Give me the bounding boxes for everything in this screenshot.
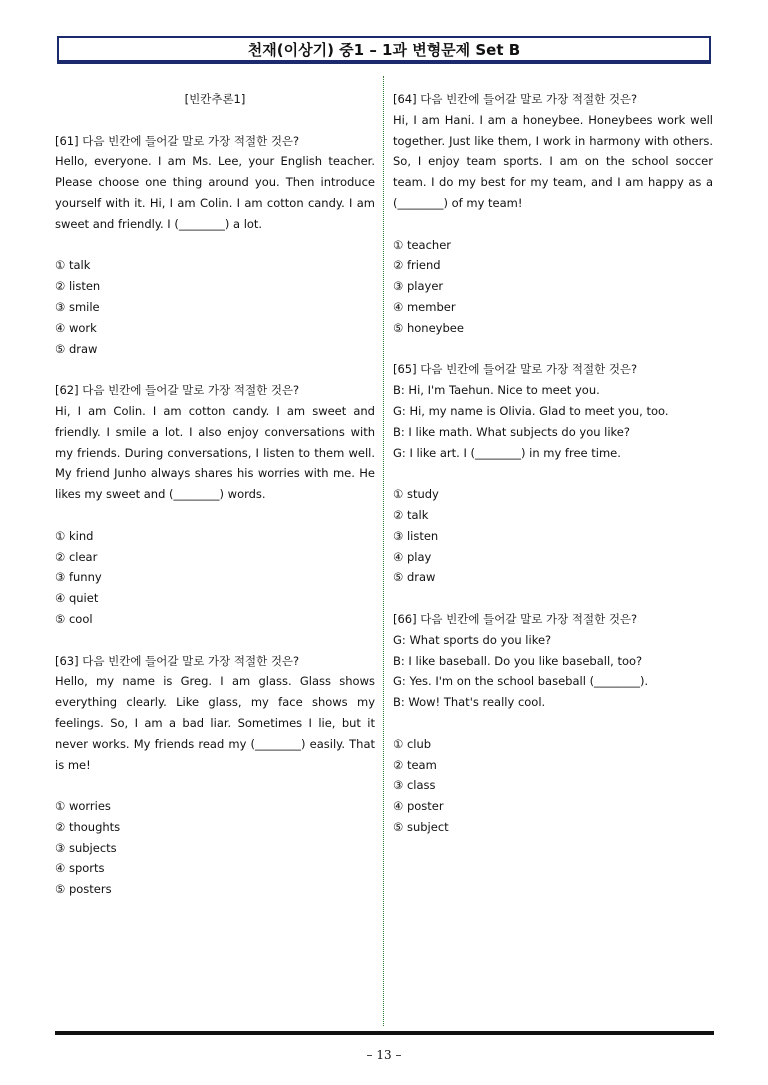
page-title: 천재(이상기) 중1 – 1과 변형문제 Set B — [247, 41, 521, 59]
answer-options — [393, 235, 713, 339]
option-1: ① kind — [55, 528, 94, 543]
dialogue-line: G: I like art. I (________) in my free time. — [393, 445, 621, 460]
option-4: ④ quiet — [55, 591, 99, 606]
option-3: ③ class — [393, 778, 436, 793]
option-2: ② thoughts — [55, 819, 121, 834]
question-header: [64] 다음 빈칸에 들어갈 말로 가장 적절한 것은? — [393, 92, 638, 106]
dialogue-line: G: Yes. I'm on the school baseball (________). — [393, 674, 649, 689]
question-63 — [55, 651, 375, 901]
question-passage: Hi, I am Hani. I am a honeybee. Honeybees work well together. Just like them, I work in harmony with others. So, I enjoy team sports. I am on the school soccer team. I do my best for my team, and I am happy as a (________) of my team! — [393, 112, 713, 210]
option-4: ④ poster — [393, 799, 444, 814]
question-passage: Hello, my name is Greg. I am glass. Glass shows everything clearly. Like glass, my face shows my feelings. So, I am a bad liar. Sometimes I lie, but it never works. My friends read my (________) easily. That is me! — [55, 674, 375, 772]
option-2: ② clear — [55, 549, 98, 564]
question-header: [65] 다음 빈칸에 들어갈 말로 가장 적절한 것은? — [393, 362, 638, 377]
question-62 — [55, 380, 375, 630]
option-2: ② team — [393, 757, 437, 772]
column-divider — [383, 76, 384, 1026]
option-4: ④ play — [393, 549, 432, 564]
question-65 — [393, 359, 713, 588]
answer-options — [393, 734, 713, 838]
option-3: ③ player — [393, 279, 444, 294]
option-3: ③ funny — [55, 570, 102, 585]
question-66 — [393, 609, 713, 838]
right-column — [393, 89, 713, 838]
dialogue-line: B: I like baseball. Do you like baseball, too? — [393, 653, 643, 668]
option-1: ① club — [393, 736, 432, 751]
question-header: [66] 다음 빈칸에 들어갈 말로 가장 적절한 것은? — [393, 611, 638, 626]
footer-rule — [55, 1031, 714, 1035]
option-2: ② listen — [55, 279, 101, 294]
dialogue-line: B: I like math. What subjects do you like? — [393, 424, 630, 439]
option-4: ④ member — [393, 299, 456, 314]
option-5: ⑤ draw — [393, 570, 436, 585]
option-5: ⑤ honeybee — [393, 320, 464, 335]
question-passage: Hi, I am Colin. I am cotton candy. I am sweet and friendly. I smile a lot. I also enjoy conversations with my friends. During conversations, I listen to them well. My friend Junho always shares his worries with me. He likes my sweet and (________) words. — [55, 403, 375, 502]
dialogue-line: G: What sports do you like? — [393, 632, 552, 647]
option-1: ① worries — [55, 799, 111, 814]
option-1: ① study — [393, 487, 439, 502]
option-5: ⑤ draw — [55, 341, 98, 356]
option-3: ③ subjects — [55, 840, 117, 855]
option-3: ③ smile — [55, 299, 100, 314]
dialogue-line: B: Hi, I'm Taehun. Nice to meet you. — [393, 383, 600, 398]
question-header: [62] 다음 빈칸에 들어갈 말로 가장 적절한 것은? — [55, 383, 300, 398]
answer-options — [55, 526, 375, 630]
question-header: [63] 다음 빈칸에 들어갈 말로 가장 적절한 것은? — [55, 653, 300, 668]
option-4: ④ work — [55, 320, 97, 335]
answer-options — [393, 484, 713, 588]
question-64 — [393, 89, 713, 339]
section-title: [빈칸추론1] — [184, 92, 246, 106]
option-2: ② friend — [393, 258, 441, 273]
answer-options — [55, 255, 375, 359]
question-61 — [55, 131, 375, 360]
option-5: ⑤ cool — [55, 611, 93, 626]
option-5: ⑤ subject — [393, 819, 449, 834]
option-1: ① teacher — [393, 237, 452, 252]
option-2: ② talk — [393, 507, 429, 522]
page-number: – 13 – — [366, 1048, 402, 1062]
page-header — [57, 36, 711, 64]
left-column — [55, 89, 375, 900]
option-1: ① talk — [55, 258, 91, 273]
question-passage: Hello, everyone. I am Ms. Lee, your English teacher. Please choose one thing around you. Then introduce yourself with it. Hi, I am Colin. I am cotton candy. I am sweet and friendly. I (________) a lot. — [55, 154, 375, 231]
question-header: [61] 다음 빈칸에 들어갈 말로 가장 적절한 것은? — [55, 133, 300, 148]
option-5: ⑤ posters — [55, 882, 112, 897]
dialogue-line: G: Hi, my name is Olivia. Glad to meet you, too. — [393, 403, 669, 418]
option-3: ③ listen — [393, 528, 439, 543]
option-4: ④ sports — [55, 861, 105, 876]
dialogue-line: B: Wow! That's really cool. — [393, 695, 546, 710]
answer-options — [55, 796, 375, 900]
